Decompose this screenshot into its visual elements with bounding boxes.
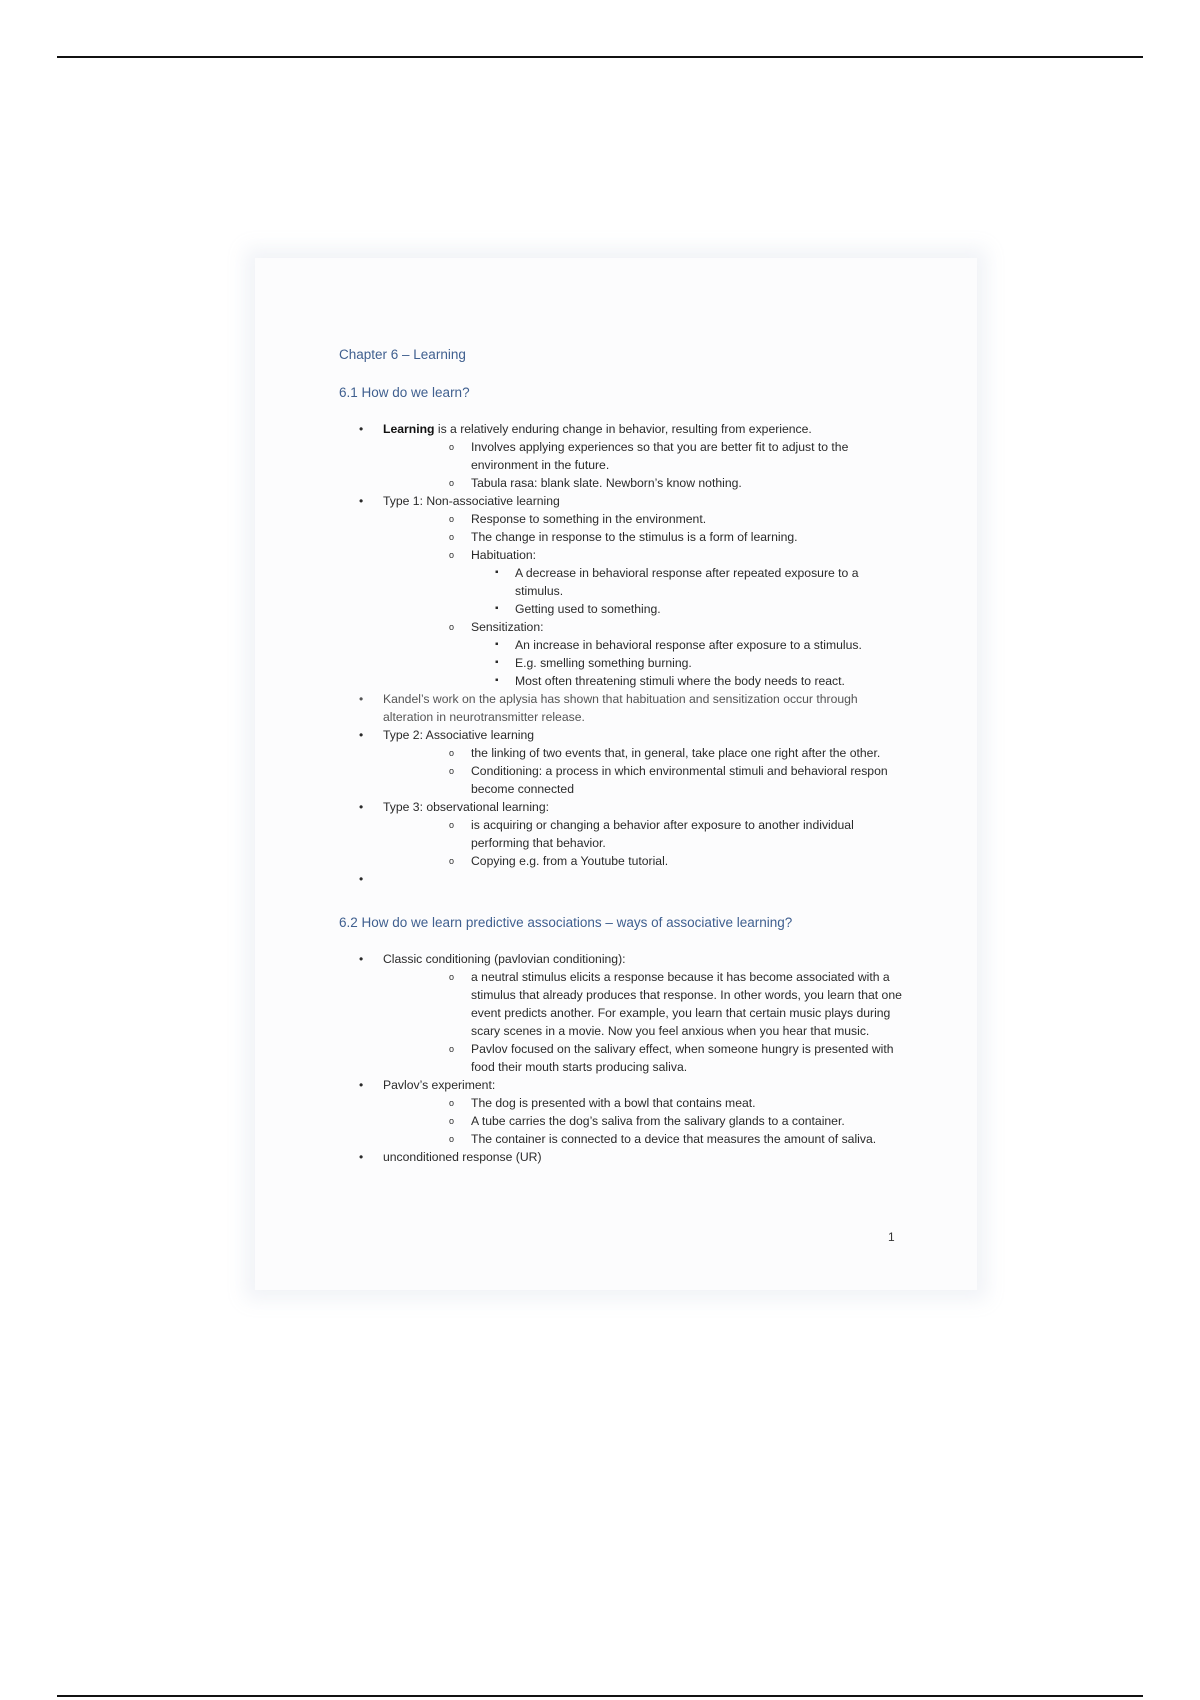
list-item-text: is a relatively enduring change in behavior, resulting from experience. — [434, 422, 812, 436]
sub-list — [383, 968, 909, 1076]
sub-list-item: o is acquiring or changing a behavior after exposure to another individual performing that behavior. — [427, 816, 909, 852]
list-item — [339, 492, 909, 690]
list-item: • Kandel’s work on the aplysia has shown that habituation and sensitization occur through alteration in neurotransmitter release. — [339, 690, 909, 726]
sub-list-item: o Response to something in the environment. — [427, 510, 909, 528]
sub-list-item: o Conditioning: a process in which environmental stimuli and behavioral respon become connected — [427, 762, 909, 798]
sub-list-item: o Tabula rasa: blank slate. Newborn’s know nothing. — [427, 474, 909, 492]
sub-list-item-text: Habituation: — [471, 548, 537, 562]
list-item — [339, 726, 909, 798]
sub-list — [383, 744, 909, 798]
sub-sub-list — [471, 564, 909, 618]
sub-list-item: o Pavlov focused on the salivary effect, when someone hungry is presented with food their mouth starts producing saliva. — [427, 1040, 909, 1076]
list-item: • unconditioned response (UR) — [339, 1148, 909, 1166]
sub-list — [383, 1094, 909, 1148]
list-item-text: Classic conditioning (pavlovian conditioning): — [383, 952, 626, 966]
sub-list-item: o the linking of two events that, in general, take place one right after the other. — [427, 744, 909, 762]
sub-list — [383, 816, 909, 870]
list-item-text: Type 1: Non-associative learning — [383, 494, 560, 508]
list-item — [339, 950, 909, 1076]
sub-list — [383, 510, 909, 690]
page-number: 1 — [888, 1230, 895, 1244]
sub-sub-list-item: ▪ Most often threatening stimuli where the body needs to react. — [471, 672, 909, 690]
list-item-text: Type 3: observational learning: — [383, 800, 549, 814]
document-content — [339, 346, 909, 1166]
list-item — [339, 420, 909, 492]
list-item-text: Pavlov’s experiment: — [383, 1078, 496, 1092]
bold-term: Learning — [383, 422, 435, 436]
bottom-rule — [57, 1695, 1143, 1697]
chapter-title: Chapter 6 – Learning — [339, 347, 466, 362]
sub-list-item: o Involves applying experiences so that you are better fit to adjust to the environment in the future. — [427, 438, 909, 474]
sub-sub-list-item: ▪ A decrease in behavioral response after repeated exposure to a stimulus. — [471, 564, 909, 600]
sub-list-item — [427, 618, 909, 690]
list-item — [339, 1076, 909, 1148]
sub-sub-list-item: ▪ An increase in behavioral response after exposure to a stimulus. — [471, 636, 909, 654]
sub-sub-list-item: ▪ Getting used to something. — [471, 600, 909, 618]
sub-list-item: o A tube carries the dog’s saliva from the salivary glands to a container. — [427, 1112, 909, 1130]
section-title: 6.1 How do we learn? — [339, 385, 470, 400]
sub-list-item: o Copying e.g. from a Youtube tutorial. — [427, 852, 909, 870]
section-title: 6.2 How do we learn predictive associations – ways of associative learning? — [339, 915, 793, 930]
sub-list-item — [427, 546, 909, 618]
top-rule — [57, 56, 1143, 58]
bullet-list — [339, 950, 909, 1166]
list-item-text: Type 2: Associative learning — [383, 728, 535, 742]
sub-list-item-text: Sensitization: — [471, 620, 544, 634]
sub-list-item: o The container is connected to a device that measures the amount of saliva. — [427, 1130, 909, 1148]
empty-list-item — [339, 870, 909, 892]
list-item — [339, 798, 909, 870]
sub-sub-list — [471, 636, 909, 690]
sub-list-item: o The dog is presented with a bowl that contains meat. — [427, 1094, 909, 1112]
sub-sub-list-item: ▪ E.g. smelling something burning. — [471, 654, 909, 672]
sub-list-item: o a neutral stimulus elicits a response because it has become associated with a stimulus that already produces that response. In other words, you learn that one event predicts another. For example, you learn that certain music plays during scary scenes in a movie. Now you feel anxious when you hear that music. — [427, 968, 909, 1040]
sub-list — [383, 438, 909, 492]
bullet-list — [339, 420, 909, 892]
sub-list-item: o The change in response to the stimulus is a form of learning. — [427, 528, 909, 546]
